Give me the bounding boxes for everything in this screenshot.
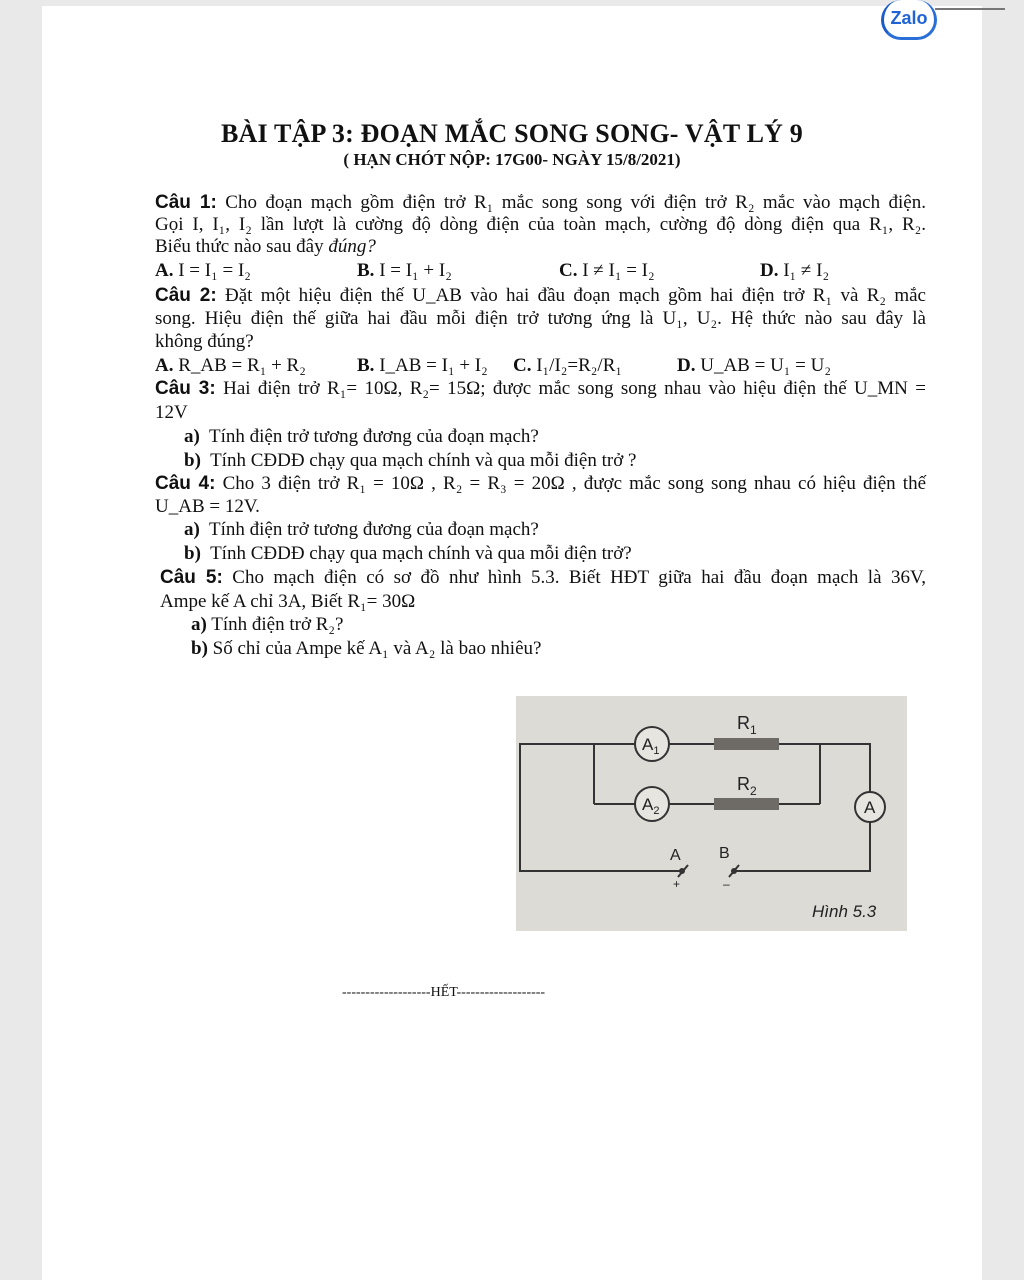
q2-option-b-text: I_AB = I₁ + I₂ bbox=[379, 355, 488, 376]
label-a1-sub: 1 bbox=[653, 745, 660, 757]
q5-part-b bbox=[191, 638, 541, 660]
q1-option-c bbox=[559, 260, 655, 282]
q1-line-1 bbox=[155, 192, 926, 214]
q1-line-3 bbox=[155, 236, 376, 258]
resistor-r2 bbox=[714, 798, 779, 810]
q5-part-b-label: b) bbox=[191, 638, 208, 659]
zalo-logo-text: Zalo bbox=[890, 8, 928, 28]
wire-r1-right bbox=[779, 744, 820, 804]
q1-text-3: Biểu thức nào sau đây bbox=[155, 236, 324, 257]
q4-label: Câu 4: bbox=[155, 473, 216, 494]
label-plus: + bbox=[673, 877, 681, 891]
label-point-b: B bbox=[719, 845, 730, 862]
q3-part-a-label: a) bbox=[184, 426, 200, 447]
q1-option-a-label: A. bbox=[155, 260, 174, 281]
q4-line-2: U_AB = 12V. bbox=[155, 496, 260, 517]
q1-label: Câu 1: bbox=[155, 192, 217, 213]
q2-option-a bbox=[155, 355, 306, 377]
q3-part-a-text: Tính điện trở tương đương của đoạn mạch? bbox=[209, 426, 539, 447]
q2-option-d-label: D. bbox=[677, 355, 696, 376]
q3-part-b-text: Tính CĐDĐ chạy qua mạch chính và qua mỗi điện trở ? bbox=[210, 450, 637, 471]
q3-part-b bbox=[184, 450, 636, 472]
q1-option-a-text: I = I₁ = I₂ bbox=[178, 260, 251, 281]
label-r1-main: R bbox=[737, 713, 750, 733]
q3-line-2: 12V bbox=[155, 402, 188, 423]
label-r2 bbox=[737, 774, 757, 798]
q4-part-a-text: Tính điện trở tương đương của đoạn mạch? bbox=[209, 519, 539, 540]
label-r2-sub: 2 bbox=[750, 784, 757, 798]
q5-line-1 bbox=[160, 567, 926, 589]
q1-option-b-label: B. bbox=[357, 260, 375, 281]
q2-option-c bbox=[513, 355, 622, 377]
q4-part-a-label: a) bbox=[184, 519, 200, 540]
q2-option-d bbox=[677, 355, 831, 377]
q2-option-b-label: B. bbox=[357, 355, 375, 376]
circuit-svg bbox=[516, 696, 907, 931]
wire-left-top bbox=[594, 744, 634, 804]
q2-line-3: không đúng? bbox=[155, 331, 254, 352]
terminal-a-dot bbox=[679, 868, 685, 874]
label-r2-main: R bbox=[737, 774, 750, 794]
q3-text-1: Hai điện trở R₁= 10Ω, R₂= 15Ω; được mắc song song nhau vào hiệu điện thế U_MN = bbox=[223, 378, 926, 399]
q2-text-1: Đặt một hiệu điện thế U_AB vào hai đầu đoạn mạch gồm hai điện trở R₁ và R₂ mắc bbox=[225, 285, 926, 306]
q3-part-b-label: b) bbox=[184, 450, 201, 471]
q1-option-c-label: C. bbox=[559, 260, 578, 281]
q5-part-a-text: Tính điện trở R₂? bbox=[211, 614, 344, 635]
q2-option-a-text: R_AB = R₁ + R₂ bbox=[178, 355, 306, 376]
q4-part-b-text: Tính CĐDĐ chạy qua mạch chính và qua mỗi điện trở? bbox=[210, 543, 632, 564]
q2-option-d-text: U_AB = U₁ = U₂ bbox=[700, 355, 831, 376]
window-edge-line bbox=[935, 8, 1005, 10]
q1-option-d-label: D. bbox=[760, 260, 779, 281]
label-a1-main: A bbox=[642, 735, 654, 754]
end-marker: -------------------HẾT------------------- bbox=[342, 985, 546, 1000]
wire-right-to-a bbox=[820, 744, 870, 793]
page-subtitle: ( HẠN CHÓT NỘP: 17G00- NGÀY 15/8/2021) bbox=[343, 150, 681, 169]
label-point-a: A bbox=[670, 847, 681, 864]
q1-emphasis: đúng? bbox=[328, 236, 376, 257]
q3-line-1 bbox=[155, 378, 926, 400]
q4-part-b bbox=[184, 543, 632, 565]
q5-text-1: Cho mạch điện có sơ đồ như hình 5.3. Biết HĐT giữa hai đầu đoạn mạch là 36V, bbox=[232, 567, 926, 588]
q5-label: Câu 5: bbox=[160, 567, 223, 588]
q2-option-c-text: I₁/I₂=R₂/R₁ bbox=[536, 355, 623, 376]
label-a2-main: A bbox=[642, 795, 654, 814]
wire-a-to-b bbox=[734, 822, 870, 871]
label-r1 bbox=[737, 713, 757, 737]
q1-option-d-text: I₁ ≠ I₂ bbox=[783, 260, 830, 281]
q3-label: Câu 3: bbox=[155, 378, 216, 399]
q3-part-a bbox=[184, 426, 539, 448]
resistor-r1 bbox=[714, 738, 779, 750]
circuit-wires bbox=[516, 744, 870, 871]
q1-option-b bbox=[357, 260, 452, 282]
q1-text-1: Cho đoạn mạch gồm điện trở R₁ mắc song song với điện trở R₂ mắc vào mạch điện. bbox=[225, 192, 926, 213]
q1-line-2: Gọi I, I₁, I₂ lần lượt là cường độ dòng điện của toàn mạch, cường độ dòng điện qua R₁, R₂. bbox=[155, 214, 926, 235]
q1-option-a bbox=[155, 260, 251, 282]
q2-label: Câu 2: bbox=[155, 285, 217, 306]
q2-line-2: song. Hiệu điện thế giữa hai đầu mỗi điện trở tương ứng là U₁, U₂. Hệ thức nào sau đây là bbox=[155, 308, 926, 329]
q5-part-a bbox=[191, 614, 343, 636]
q4-part-b-label: b) bbox=[184, 543, 201, 564]
circuit-diagram bbox=[516, 696, 907, 931]
label-r1-sub: 1 bbox=[750, 723, 757, 737]
figure-caption: Hình 5.3 bbox=[812, 902, 877, 921]
page-title: BÀI TẬP 3: ĐOẠN MẮC SONG SONG- VẬT LÝ 9 bbox=[220, 119, 804, 148]
label-minus: – bbox=[723, 877, 730, 891]
q1-option-c-text: I ≠ I₁ = I₂ bbox=[582, 260, 655, 281]
q1-option-b-text: I = I₁ + I₂ bbox=[379, 260, 452, 281]
q2-option-b bbox=[357, 355, 488, 377]
q2-option-c-label: C. bbox=[513, 355, 532, 376]
q4-line-1 bbox=[155, 473, 926, 495]
q1-option-d bbox=[760, 260, 829, 282]
q5-part-a-label: a) bbox=[191, 614, 207, 635]
zalo-logo[interactable] bbox=[881, 0, 937, 40]
q5-line-2: Ampe kế A chỉ 3A, Biết R₁= 30Ω bbox=[160, 591, 416, 612]
q2-line-1 bbox=[155, 285, 926, 307]
label-a2-sub: 2 bbox=[653, 805, 660, 817]
q2-option-a-label: A. bbox=[155, 355, 174, 376]
label-a: A bbox=[864, 798, 876, 817]
terminal-b-dot bbox=[731, 868, 737, 874]
q5-part-b-text: Số chỉ của Ampe kế A₁ và A₂ là bao nhiêu? bbox=[212, 638, 542, 659]
q4-text-1: Cho 3 điện trở R₁ = 10Ω , R₂ = R₃ = 20Ω , được mắc song song nhau có hiệu điện thế bbox=[222, 473, 927, 494]
q4-part-a bbox=[184, 519, 539, 541]
